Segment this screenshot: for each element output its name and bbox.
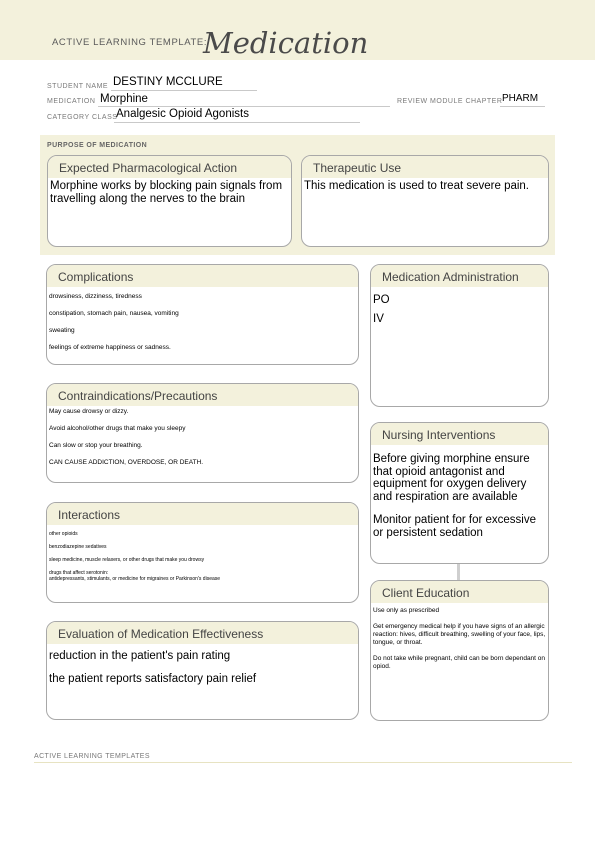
evaluation-body[interactable] [47, 644, 358, 686]
education-box [370, 580, 549, 721]
student-name-value[interactable]: DESTINY MCCLURE [113, 76, 223, 88]
interactions-title: Interactions [47, 503, 358, 525]
contraindications-item: Can slow or stop your breathing. [49, 442, 143, 449]
complications-item: feelings of extreme happiness or sadness. [49, 344, 171, 351]
expected-action-box [47, 155, 292, 247]
complications-item: drowsiness, dizziness, tiredness [49, 293, 142, 300]
interactions-serotonin: drugs that affect serotonin: [49, 570, 109, 576]
template-label: ACTIVE LEARNING TEMPLATE: [52, 37, 208, 48]
interactions-item: other opioids [49, 531, 78, 537]
complications-box [46, 264, 359, 365]
nursing-box [370, 422, 549, 564]
interactions-item: sleep medicine, muscle relaxers, or other drugs that make you drowsy [49, 557, 205, 563]
nursing-item: Monitor patient for for excessive or persistent sedation [373, 514, 536, 539]
evaluation-title: Evaluation of Medication Effectiveness [47, 622, 358, 644]
expected-action-title: Expected Pharmacological Action [48, 156, 291, 178]
education-item: Use only as prescribed [373, 607, 440, 614]
review-module-line [500, 106, 545, 107]
therapeutic-use-title: Therapeutic Use [302, 156, 548, 178]
therapeutic-use-box [301, 155, 549, 247]
review-module-value[interactable]: PHARM [502, 93, 539, 104]
administration-item: IV [373, 313, 384, 325]
education-item: Do not take while pregnant, child can be born dependant on opiod. [373, 655, 546, 670]
category-line [114, 122, 360, 123]
medication-value[interactable]: Morphine [100, 93, 148, 105]
interactions-serotonin-detail: antidepressants, stimulants, or medicine for migraines or Parkinson's disease [49, 576, 221, 582]
nursing-title: Nursing Interventions [371, 423, 548, 445]
education-item: Get emergency medical help if you have signs of an allergic reaction: hives, difficult breathing, swelling of your face, lips, tongue, or throat. [373, 623, 546, 646]
contraindications-item: May cause drowsy or dizzy. [49, 408, 129, 415]
expected-action-text[interactable]: Morphine works by blocking pain signals from travelling along the nerves to the brain [50, 180, 283, 205]
contraindications-box [46, 383, 359, 483]
interactions-body[interactable] [47, 525, 358, 582]
category-label: CATEGORY CLASS [47, 114, 118, 121]
page-title: Medication [203, 26, 369, 60]
complications-title: Complications [47, 265, 358, 287]
complications-item: sweating [49, 327, 75, 334]
nursing-item: Before giving morphine ensure that opioid antagonist and equipment for oxygen delivery and respiration are available [373, 453, 530, 503]
evaluation-item: the patient reports satisfactory pain relief [49, 673, 257, 685]
interactions-item: benzodiazepine sedatives [49, 544, 107, 550]
interactions-box [46, 502, 359, 603]
medication-line [98, 106, 390, 107]
complications-body[interactable] [47, 287, 358, 352]
connector-bar [457, 564, 460, 580]
contraindications-title: Contraindications/Precautions [47, 384, 358, 406]
footer-label: ACTIVE LEARNING TEMPLATES [34, 753, 150, 760]
medication-label: MEDICATION [47, 98, 96, 105]
student-name-line [111, 90, 257, 91]
education-title: Client Education [371, 581, 548, 603]
administration-item: PO [373, 294, 390, 306]
administration-body[interactable] [371, 287, 548, 326]
education-body[interactable] [371, 603, 548, 671]
administration-title: Medication Administration [371, 265, 548, 287]
category-value[interactable]: Analgesic Opioid Agonists [116, 108, 249, 120]
contraindications-body[interactable] [47, 406, 358, 467]
evaluation-item: reduction in the patient's pain rating [49, 650, 231, 662]
purpose-title: PURPOSE OF MEDICATION [47, 142, 148, 149]
contraindications-item: Avoid alcohol/other drugs that make you sleepy [49, 425, 186, 432]
footer-rule [34, 762, 572, 763]
administration-box [370, 264, 549, 407]
review-module-label: REVIEW MODULE CHAPTER [397, 98, 503, 105]
evaluation-box [46, 621, 359, 720]
therapeutic-use-text[interactable]: This medication is used to treat severe pain. [304, 180, 530, 192]
student-name-label: STUDENT NAME [47, 83, 109, 90]
nursing-body[interactable] [371, 445, 548, 539]
contraindications-item: CAN CAUSE ADDICTION, OVERDOSE, OR DEATH. [49, 459, 204, 466]
complications-item: constipation, stomach pain, nausea, vomiting [49, 310, 179, 317]
